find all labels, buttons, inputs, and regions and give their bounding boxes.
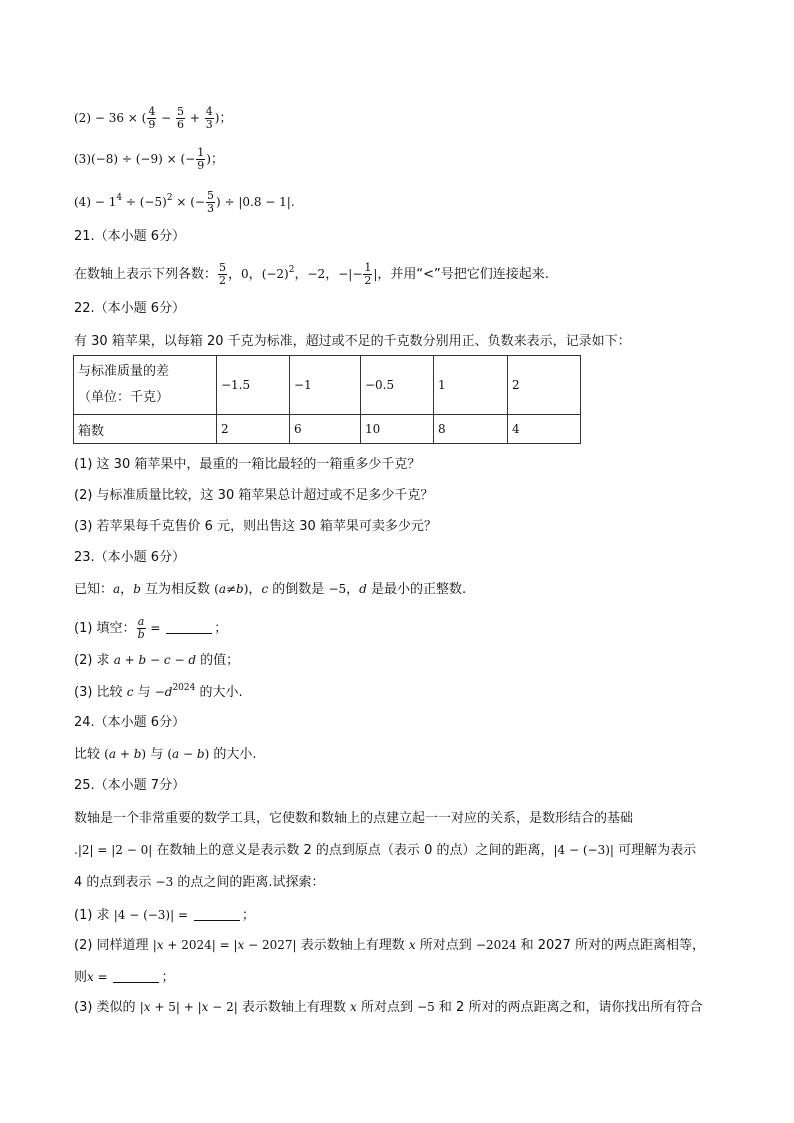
fraction: $\frac{1}{9}$	[197, 146, 205, 172]
fraction: $\frac{5}{6}$	[177, 105, 185, 131]
q22-intro: 有 30 箱苹果，以每箱 20 千克为标准，超过或不足的千克数分别用正、负数来表示，记录如下：	[74, 334, 631, 349]
q23-heading: 23.（本小题 6分）	[74, 550, 186, 565]
fraction: $\frac{4}{3}$	[205, 105, 213, 131]
q21-text: 在数轴上表示下列各数： $\frac{5}{2}$ ，0，$(-2)^2$，−2，−|− $\frac{1}{2}$ |，并用“<”号把它们连接起来.	[74, 261, 549, 287]
table-row	[74, 415, 581, 444]
table-cell: 2	[508, 356, 581, 415]
q22-heading: 22.（本小题 6分）	[74, 301, 186, 316]
q23-part-2: (2) 求 a + b − c − d 的值；	[74, 653, 240, 668]
sub-problem-2: (2) − 36 × ( $\frac{4}{9}$ − $\frac{5}{6}$ + $\frac{4}{3}$ )；	[74, 105, 233, 131]
q24-text: 比较 (a + b) 与 (a − b) 的大小.	[74, 747, 257, 762]
q25-line-1: 数轴是一个非常重要的数学工具，它使数和数轴上的点建立起一一对应的关系，是数形结合的基础	[74, 811, 634, 826]
fraction: $\frac{1}{2}$	[364, 261, 372, 287]
table-row	[74, 356, 581, 415]
table-cell: 1	[434, 356, 508, 415]
q25-part-2-answer: 则x = ；	[74, 970, 175, 985]
q25-part-3: (3) 类似的 |x + 5| + |x − 2| 表示数轴上有理数 x 所对点到 −5 和 2 所对的两点距离之和，请你找出所有符合	[74, 1000, 703, 1015]
q23-part-1: (1) 填空： $\frac{a}{b}$ = ；	[74, 615, 228, 641]
apple-weight-table	[73, 355, 581, 444]
q22-part-3: (3) 若苹果每千克售价 6 元，则出售这 30 箱苹果可卖多少元？	[74, 519, 437, 534]
table-cell: 2	[217, 415, 290, 444]
table-cell: −1.5	[217, 356, 290, 415]
q25-line-2: .|2| = |2 − 0| 在数轴上的意义是表示数 2 的点到原点（表示 0 的点）之间的距离，|4 − (−3)| 可理解为表示	[74, 843, 697, 858]
table-cell: −0.5	[361, 356, 434, 415]
table-cell: 10	[361, 415, 434, 444]
answer-blank	[194, 908, 240, 921]
q25-heading: 25.（本小题 7分）	[74, 778, 186, 793]
q23-given: 已知：a，b 互为相反数 (a≠b)，c 的倒数是 −5，d 是最小的正整数.	[74, 582, 467, 597]
table-cell: −1	[290, 356, 361, 415]
table-cell: 6	[290, 415, 361, 444]
q22-part-1: (1) 这 30 箱苹果中，最重的一箱比最轻的一箱重多少千克？	[74, 457, 421, 472]
q22-part-2: (2) 与标准质量比较，这 30 箱苹果总计超过或不足多少千克？	[74, 488, 434, 503]
fraction: $\frac{5}{2}$	[219, 261, 227, 287]
fraction: $\frac{4}{9}$	[148, 105, 156, 131]
q21-heading: 21.（本小题 6分）	[74, 229, 186, 244]
table-header-cell: 与标准质量的差 （单位：千克）	[74, 356, 217, 415]
table-cell: 8	[434, 415, 508, 444]
table-header-cell: 箱数	[74, 415, 217, 444]
sub-problem-3: (3)(−8) ÷ (−9) × (− $\frac{1}{9}$ )；	[74, 146, 224, 172]
q25-part-1: (1) 求 |4 − (−3)| = ；	[74, 908, 255, 923]
answer-blank	[113, 970, 159, 983]
answer-blank	[166, 621, 212, 634]
q24-heading: 24.（本小题 6分）	[74, 715, 186, 730]
q23-part-3: (3) 比较 c 与 $-d^{2024}$ 的大小.	[74, 683, 243, 700]
sub-problem-4: $(4) - 1^4 \div (-5)^2$ × (− $\frac{5}{3}$ ) ÷ |0.8 − 1|.	[74, 189, 295, 215]
fraction: $\frac{a}{b}$	[137, 615, 145, 641]
q25-line-3: 4 的点到表示 −3 的点之间的距离.试探索：	[74, 875, 325, 890]
fraction: $\frac{5}{3}$	[206, 189, 214, 215]
table-cell: 4	[508, 415, 581, 444]
q25-part-2: (2) 同样道理 |x + 2024| = |x − 2027| 表示数轴上有理数 x 所对点到 −2024 和 2027 所对的两点距离相等，	[74, 938, 705, 953]
